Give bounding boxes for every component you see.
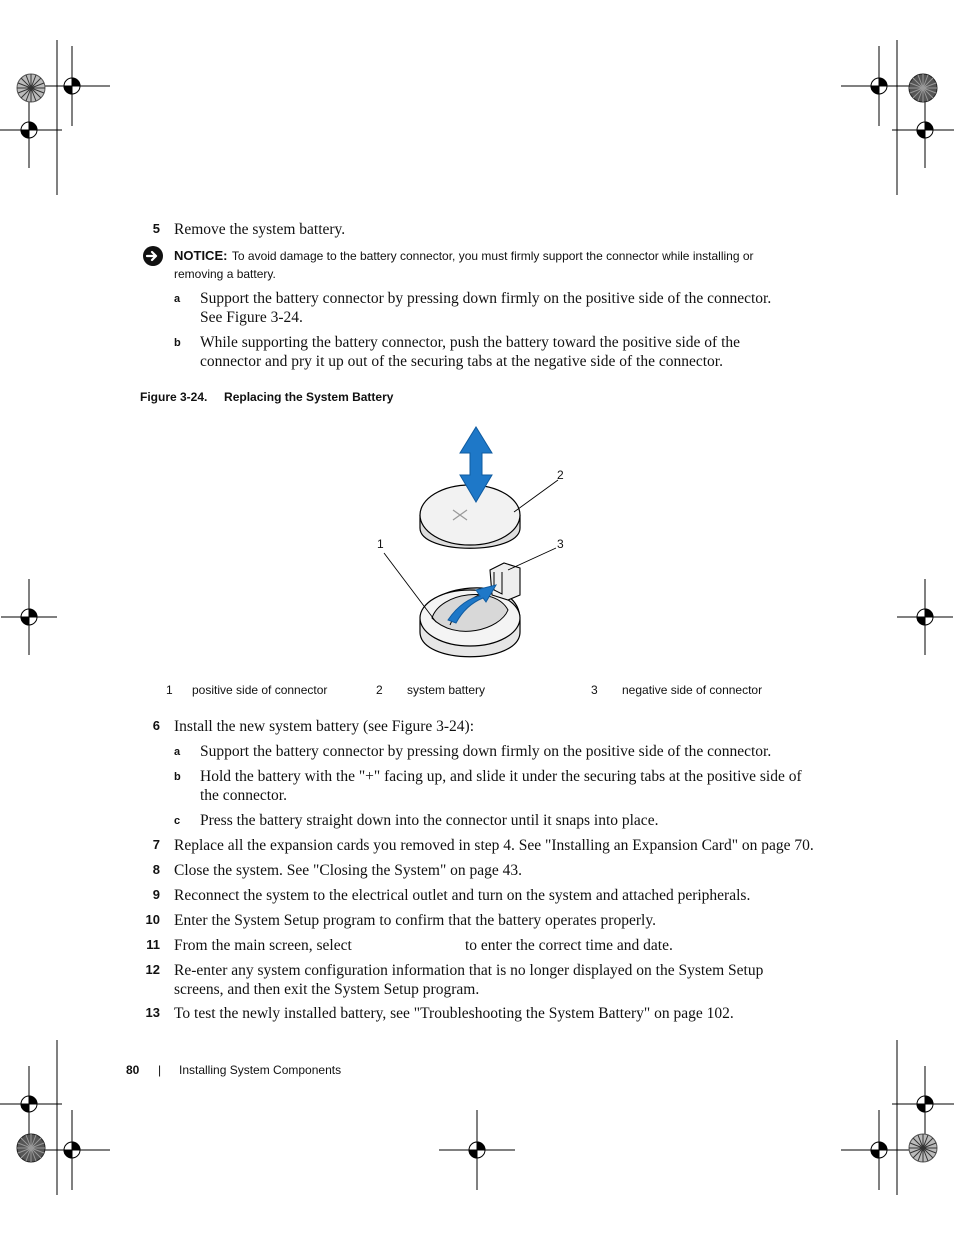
step-number: 10 [145,912,160,927]
substep-letter: a [174,293,181,305]
step-text-end: to enter the correct time and date. [465,937,673,954]
substep-text: Support the battery connector by pressing down firmly on the positive side of the connector. [200,743,772,760]
legend-text: negative side of connector [622,683,763,697]
substep-text: Press the battery straight down into the connector until it snaps into place. [200,812,659,829]
legend-number: 3 [591,683,598,697]
step-number: 11 [146,937,160,952]
legend-text: positive side of connector [192,683,328,697]
page-number: 80 [126,1063,140,1077]
step-number: 13 [145,1005,160,1020]
step-text: Enter the System Setup program to confirm that the battery operates properly. [174,912,656,929]
substep-letter: c [174,815,181,827]
figure-label: Figure 3-24. [140,390,208,404]
legend-text: system battery [407,683,486,697]
substep-letter: b [174,771,181,783]
notice-icon [142,245,164,267]
notice-line-2: removing a battery. [174,267,276,281]
step-text: Install the new system battery (see Figure 3-24): [174,718,475,735]
step-text: To test the newly installed battery, see "Troubleshooting the System Battery" on page 102. [174,1005,734,1022]
substep-line-2: See Figure 3-24. [200,309,303,326]
step-number: 12 [145,962,160,977]
substep-line-1: While supporting the battery connector, push the battery toward the positive side of the [200,334,741,351]
step-number: 8 [152,862,160,877]
notice-label: NOTICE: [174,248,228,263]
substep-line-2: connector and pry it up out of the securing tabs at the negative side of the connector. [200,353,723,370]
legend-number: 2 [376,683,383,697]
step-text: Reconnect the system to the electrical outlet and turn on the system and attached peripherals. [174,887,751,904]
step-line-2: screens, and then exit the System Setup program. [174,981,480,998]
callout-1: 1 [377,537,384,551]
substep-text [200,289,771,327]
substep-line-1: Hold the battery with the "+" facing up, and slide it under the securing tabs at the positive side of [200,768,802,785]
substep-text [200,767,802,805]
step-line-1: Re-enter any system configuration information that is no longer displayed on the System Setup [174,962,764,979]
callout-3: 3 [557,537,564,551]
step-text: Close the system. See "Closing the System" on page 43. [174,862,523,879]
callout-2: 2 [557,468,564,482]
notice-block [174,247,814,283]
notice-line-1: To avoid damage to the battery connector, you must firmly support the connector while installing or [231,249,754,263]
substep-letter: a [174,746,181,758]
footer-separator: | [158,1063,162,1077]
step-number: 7 [152,837,160,852]
step-number: 6 [152,718,160,733]
step-text-start: From the main screen, select [174,937,352,954]
system-battery [420,485,520,548]
step-text [174,961,763,999]
substep-line-2: the connector. [200,787,287,804]
substep-line-1: Support the battery connector by pressing down firmly on the positive side of the connector. [200,290,772,307]
substep-text [200,333,740,371]
footer-section-title: Installing System Components [179,1063,342,1077]
step-number: 9 [152,887,160,902]
step-text: Replace all the expansion cards you removed in step 4. See "Installing an Expansion Card" on page 70. [174,837,814,854]
figure-title: Replacing the System Battery [224,390,394,404]
step-text: Remove the system battery. [174,221,346,238]
battery-connector [420,563,520,657]
substep-letter: b [174,337,181,349]
legend-number: 1 [166,683,173,697]
figure-caption [140,390,393,404]
step-number: 5 [152,221,160,236]
